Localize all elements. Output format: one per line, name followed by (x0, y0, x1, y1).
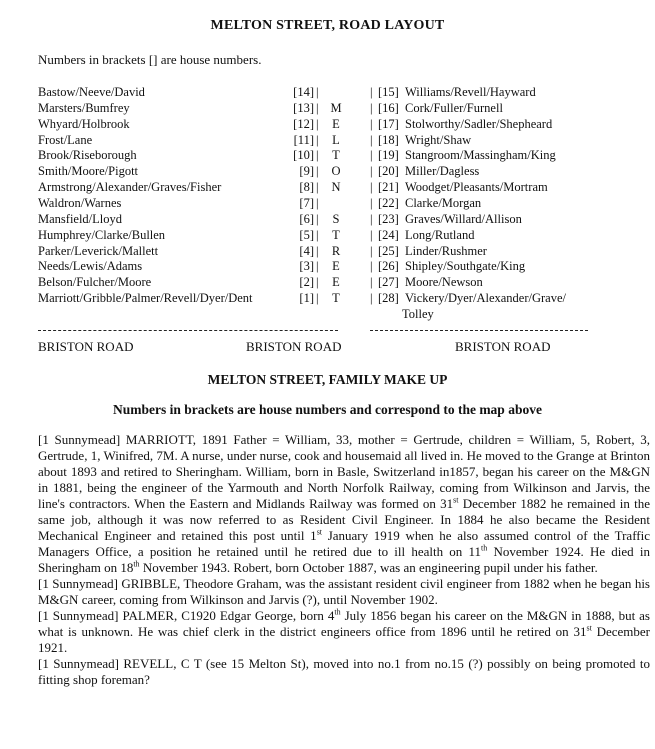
right-house-names: Cork/Fuller/Furnell (405, 100, 503, 115)
entry-gribble: [1 Sunnymead] GRIBBLE, Theodore Graham, was the assistant resident civil engineer from 1882 when he began his M&GN career, coming from Wilkinson and Jarvis (?), until November 1902. (38, 576, 650, 607)
right-house-names: Stolworthy/Sadler/Shepheard (405, 116, 553, 131)
map-row (0, 258, 655, 274)
street-name-letter: L (332, 132, 340, 147)
right-house-number: [23] (378, 211, 399, 226)
map-row (0, 163, 655, 179)
left-house-number: [13] (293, 100, 314, 115)
street-name-letter: O (331, 164, 341, 179)
right-house-number: [28] (378, 291, 399, 306)
page-title: MELTON STREET, ROAD LAYOUT (210, 18, 445, 33)
map-row (0, 274, 655, 290)
left-house-names: Whyard/Holbrook (38, 116, 130, 131)
entry-revell: [1 Sunnymead] REVELL, C T (see 15 Melton St), moved into no.1 from no.15 (?) possibly on being promoted to fitting shop foreman? (38, 656, 650, 687)
family-section-title: MELTON STREET, FAMILY MAKE UP (207, 372, 448, 387)
left-house-names: Frost/Lane (38, 132, 93, 147)
road-label-left: BRISTON ROAD (38, 339, 134, 354)
map-row (0, 243, 655, 259)
map-row (0, 179, 655, 195)
left-house-names: Armstrong/Alexander/Graves/Fisher (38, 180, 222, 195)
right-house-number: [22] (378, 195, 399, 210)
map-row (0, 211, 655, 227)
street-name-letter: T (332, 148, 340, 163)
left-house-number: [12] (293, 116, 314, 131)
left-house-names: Brook/Riseborough (38, 148, 137, 163)
street-name-letter: T (332, 227, 340, 242)
left-house-number: [6] (299, 211, 314, 226)
street-name-letter: E (332, 116, 340, 131)
street-name-letter: N (331, 180, 341, 195)
left-house-number: [2] (299, 275, 314, 290)
map-row (0, 147, 655, 163)
left-house-number: [8] (299, 180, 314, 195)
right-house-names: Graves/Willard/Allison (405, 211, 522, 226)
street-edge-east: | (370, 195, 373, 210)
left-house-number: [10] (293, 148, 314, 163)
right-house-number: [20] (378, 164, 399, 179)
right-house-number: [21] (378, 180, 399, 195)
street-edge-east: | (370, 227, 373, 242)
left-house-names: Marriott/Gribble/Palmer/Revell/Dyer/Dent (38, 291, 253, 306)
right-house-names: Stangroom/Massingham/King (405, 148, 556, 163)
street-edge-east: | (370, 148, 373, 163)
street-edge-west: | (316, 259, 319, 274)
road-edge-left (38, 330, 338, 331)
street-name-letter: T (332, 291, 340, 306)
left-house-number: [4] (299, 243, 314, 258)
left-house-names: Smith/Moore/Pigott (38, 164, 139, 179)
street-edge-east: | (370, 85, 373, 99)
street-edge-east: | (370, 132, 373, 147)
street-edge-west: | (316, 148, 319, 163)
street-edge-east: | (370, 164, 373, 179)
map-row (0, 290, 655, 306)
family-section-subtitle: Numbers in brackets are house numbers and correspond to the map above (113, 402, 542, 417)
street-edge-east: | (370, 259, 373, 274)
map-row-continuation (0, 306, 655, 322)
right-house-number: [18] (378, 132, 399, 147)
road-label-right: BRISTON ROAD (455, 339, 551, 354)
street-edge-west: | (316, 275, 319, 290)
entry-palmer: [1 Sunnymead] PALMER, C1920 Edgar George, born 4th July 1856 began his career on the M&GN in 1888, but as what is unknown. He was chief clerk in the district engineers office from 1896 until he retired on 31st December 1921. (38, 607, 650, 655)
right-house-names: Moore/Newson (405, 275, 483, 290)
map-row (0, 132, 655, 148)
street-name-letter: S (332, 211, 340, 226)
left-house-names: Needs/Lewis/Adams (38, 259, 143, 274)
right-house-names: Clarke/Morgan (405, 195, 482, 210)
street-edge-east: | (370, 100, 373, 115)
house-number-note: Numbers in brackets [] are house numbers. (38, 52, 262, 67)
right-house-names: Linder/Rushmer (405, 243, 487, 258)
road-label-center: BRISTON ROAD (246, 339, 342, 354)
street-edge-west: | (316, 227, 319, 242)
right-house-names-continued: Tolley (402, 306, 434, 321)
street-edge-east: | (370, 180, 373, 195)
left-house-number: [14] (293, 85, 314, 99)
right-house-names: Woodget/Pleasants/Mortram (405, 180, 548, 195)
street-edge-west: | (316, 85, 319, 99)
street-edge-west: | (316, 180, 319, 195)
street-name-letter: E (332, 275, 340, 290)
right-house-number: [15] (378, 85, 399, 99)
street-edge-east: | (370, 243, 373, 258)
street-edge-east: | (370, 116, 373, 131)
street-edge-east: | (370, 291, 373, 306)
map-row (0, 84, 655, 100)
right-house-number: [26] (378, 259, 399, 274)
left-house-names: Parker/Leverick/Mallett (38, 243, 159, 258)
right-house-number: [25] (378, 243, 399, 258)
map-row (0, 195, 655, 211)
street-edge-east: | (370, 275, 373, 290)
street-edge-west: | (316, 291, 319, 306)
street-edge-west: | (316, 195, 319, 210)
street-edge-west: | (316, 116, 319, 131)
family-entries (38, 432, 650, 688)
street-edge-west: | (316, 243, 319, 258)
right-house-names: Wright/Shaw (405, 132, 472, 147)
street-edge-west: | (316, 164, 319, 179)
road-edge-right (370, 330, 588, 331)
right-house-names: Williams/Revell/Hayward (405, 85, 536, 99)
map-row (0, 100, 655, 116)
right-house-number: [27] (378, 275, 399, 290)
right-house-names: Long/Rutland (405, 227, 475, 242)
street-name-letter: R (331, 243, 341, 258)
right-house-names: Shipley/Southgate/King (405, 259, 526, 274)
street-name-letter: M (330, 100, 342, 115)
left-house-number: [3] (299, 259, 314, 274)
entry-marriott: [1 Sunnymead] MARRIOTT, 1891 Father = William, 33, mother = Gertrude, children = William, 5, Robert, 3, Gertrude, 1, Winifred, 7M. A nurse, under nurse, cook and housemaid all lived in. He moved to the Grange at Brinton about 1893 and retired to Sheringham. William, born in Basle, Switzerland in1857, began his career on the M&GN in 1881, being the engineer of the Yarmouth and North Norfolk Railway, coming from Wilkinson and Jarvis, the line's contractors. When the Eastern and Midlands Railway was formed on 31st December 1882 he remained in the same job, although it was now referred to as Resident Civil Engineer. In 1884 he also became the Resident Mechanical Engineer and retained this post until 1st January 1919 when he also assumed control of the Traffic Managers Office, a position he retained until he retired due to ill health on 11th November 1924. He died in Sheringham on 18th November 1943. Robert, born October 1887, was an engineering pupil under his father. (38, 432, 650, 575)
left-house-names: Marsters/Bumfrey (38, 100, 130, 115)
right-house-names: Miller/Dagless (405, 164, 480, 179)
left-house-number: [1] (299, 291, 314, 306)
left-house-number: [9] (299, 164, 314, 179)
left-house-names: Belson/Fulcher/Moore (38, 275, 152, 290)
left-house-number: [5] (299, 227, 314, 242)
street-edge-east: | (370, 211, 373, 226)
right-house-number: [24] (378, 227, 399, 242)
right-house-names: Vickery/Dyer/Alexander/Grave/ (405, 291, 566, 306)
right-house-number: [17] (378, 116, 399, 131)
street-edge-west: | (316, 132, 319, 147)
left-house-names: Humphrey/Clarke/Bullen (38, 227, 166, 242)
map-row (0, 116, 655, 132)
left-house-number: [11] (293, 132, 314, 147)
left-house-names: Mansfield/Lloyd (38, 211, 123, 226)
right-house-number: [19] (378, 148, 399, 163)
right-house-number: [16] (378, 100, 399, 115)
street-edge-west: | (316, 100, 319, 115)
left-house-names: Bastow/Neeve/David (38, 85, 145, 99)
left-house-number: [7] (299, 195, 314, 210)
map-row (0, 227, 655, 243)
left-house-names: Waldron/Warnes (38, 195, 122, 210)
street-edge-west: | (316, 211, 319, 226)
street-name-letter: E (332, 259, 340, 274)
